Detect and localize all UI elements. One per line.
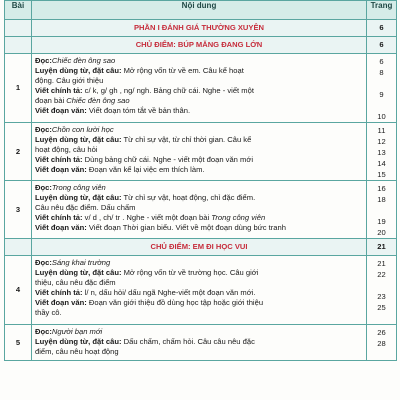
line-text: hoạt động, câu hỏi bbox=[35, 145, 98, 154]
content-line bbox=[35, 308, 363, 318]
page-number: 9 bbox=[379, 90, 384, 99]
content-line bbox=[35, 125, 363, 135]
line-label: Viết đoạn văn: bbox=[35, 165, 87, 174]
line-text: Câu nêu đặc điểm. Dấu chấm bbox=[35, 203, 136, 212]
line-label: Viết chính tả: bbox=[35, 213, 83, 222]
content-line bbox=[35, 268, 363, 278]
line-text: Từ chỉ sự vật, từ chỉ thời gian. Câu kể bbox=[121, 135, 252, 144]
line-italic: Chồn con lười học bbox=[51, 125, 114, 134]
page-number: 23 bbox=[377, 292, 386, 301]
page-number: 11 bbox=[377, 126, 386, 135]
line-italic: Chiếc đèn ông sao bbox=[51, 56, 116, 65]
content-line bbox=[35, 278, 363, 288]
header-lesson: Bài bbox=[5, 1, 32, 20]
line-text: Viết đoạn tóm tắt về bản thân. bbox=[86, 106, 191, 115]
header-content: Nội dung bbox=[32, 1, 367, 20]
page-number: 15 bbox=[377, 170, 386, 179]
lesson-number: 1 bbox=[5, 54, 32, 123]
line-label: Luyện dùng từ, đặt câu: bbox=[35, 337, 122, 346]
content-line bbox=[35, 155, 363, 165]
lesson-content bbox=[32, 256, 367, 325]
page-number: 25 bbox=[377, 303, 386, 312]
page-number: 28 bbox=[377, 339, 386, 348]
line-text: l/ n, dấu hỏi/ dấu ngã Nghe-viết một đoạn văn mới. bbox=[82, 288, 256, 297]
table-of-contents bbox=[4, 0, 397, 361]
content-line bbox=[35, 135, 363, 145]
page-number: 13 bbox=[377, 148, 386, 157]
lesson-pages bbox=[367, 256, 397, 325]
section-spacer bbox=[5, 239, 32, 256]
lesson-row bbox=[5, 54, 397, 123]
line-text: đoạn bài bbox=[35, 96, 67, 105]
lesson-number: 3 bbox=[5, 181, 32, 239]
section-row bbox=[5, 20, 397, 37]
page-number: 12 bbox=[377, 137, 386, 146]
line-text: Đoạn văn kể lại việc em thích làm. bbox=[86, 165, 205, 174]
section-title: CHỦ ĐIỂM: BÚP MĂNG ĐANG LỚN bbox=[32, 37, 367, 54]
lesson-number: 4 bbox=[5, 256, 32, 325]
line-italic: Sáng khai trường bbox=[51, 258, 111, 267]
section-page: 6 bbox=[367, 37, 397, 54]
page-number bbox=[367, 78, 396, 89]
content-line bbox=[35, 288, 363, 298]
line-label: Luyện dùng từ, đặt câu: bbox=[35, 66, 122, 75]
page-number: 6 bbox=[379, 57, 384, 66]
page-number: 22 bbox=[377, 270, 386, 279]
page-number bbox=[367, 349, 396, 360]
page-number bbox=[367, 313, 396, 324]
section-spacer bbox=[5, 20, 32, 37]
line-text: động. Câu giới thiệu bbox=[35, 76, 104, 85]
lesson-content bbox=[32, 325, 367, 361]
section-row bbox=[5, 239, 397, 256]
page-number: 16 bbox=[377, 184, 386, 193]
line-text: c/ k, g/ gh , ng/ ngh. Bảng chữ cái. Nghe - viết một bbox=[82, 86, 254, 95]
content-line bbox=[35, 327, 363, 337]
header-page: Trang bbox=[367, 1, 397, 20]
content-line bbox=[35, 56, 363, 66]
section-spacer bbox=[5, 37, 32, 54]
lesson-row bbox=[5, 181, 397, 239]
lesson-pages bbox=[367, 123, 397, 181]
content-line bbox=[35, 86, 363, 96]
line-text: thầy cô. bbox=[35, 308, 62, 317]
page-number: 19 bbox=[377, 217, 386, 226]
page-number bbox=[367, 205, 396, 216]
lesson-content bbox=[32, 181, 367, 239]
lesson-pages bbox=[367, 54, 397, 123]
line-label: Đọc: bbox=[35, 258, 52, 267]
content-line bbox=[35, 106, 363, 116]
page-number: 20 bbox=[377, 228, 386, 237]
lesson-pages bbox=[367, 325, 397, 361]
lesson-number: 2 bbox=[5, 123, 32, 181]
line-text: Viết đoạn Thời gian biểu. Viết về một đoạn dùng bức tranh bbox=[86, 223, 286, 232]
line-text: Đoạn văn giới thiệu đồ dùng học tập hoặc giới thiệu bbox=[86, 298, 264, 307]
page-number: 8 bbox=[379, 68, 384, 77]
page-number bbox=[367, 100, 396, 111]
content-line bbox=[35, 183, 363, 193]
line-italic: Người bạn mới bbox=[51, 327, 103, 336]
content-line bbox=[35, 193, 363, 203]
lesson-row bbox=[5, 256, 397, 325]
line-text: Từ chỉ sự vật, hoạt động, chỉ đặc điểm. bbox=[121, 193, 256, 202]
line-italic: Trong công viên bbox=[211, 213, 266, 222]
line-text: v/ d , ch/ tr . Nghe - viết một đoạn bài bbox=[82, 213, 212, 222]
content-line bbox=[35, 213, 363, 223]
line-label: Đọc: bbox=[35, 183, 52, 192]
line-label: Viết chính tả: bbox=[35, 288, 83, 297]
line-text: thiệu, câu nêu đặc điểm bbox=[35, 278, 116, 287]
page-number: 21 bbox=[377, 259, 386, 268]
page-number: 26 bbox=[377, 328, 386, 337]
section-row bbox=[5, 37, 397, 54]
lesson-row bbox=[5, 123, 397, 181]
line-label: Viết chính tả: bbox=[35, 155, 83, 164]
content-line bbox=[35, 145, 363, 155]
content-line bbox=[35, 337, 363, 347]
content-line bbox=[35, 66, 363, 76]
content-line bbox=[35, 223, 363, 233]
line-label: Đọc: bbox=[35, 327, 52, 336]
content-line bbox=[35, 347, 363, 357]
line-label: Viết đoạn văn: bbox=[35, 223, 87, 232]
page-number: 14 bbox=[377, 159, 386, 168]
line-label: Viết đoạn văn: bbox=[35, 106, 87, 115]
content-line bbox=[35, 96, 363, 106]
line-italic: Trong công viên bbox=[51, 183, 106, 192]
page-number: 10 bbox=[377, 112, 386, 121]
line-label: Viết đoạn văn: bbox=[35, 298, 87, 307]
section-page: 6 bbox=[367, 20, 397, 37]
section-page: 21 bbox=[367, 239, 397, 256]
content-line bbox=[35, 203, 363, 213]
page-number bbox=[367, 280, 396, 291]
line-label: Đọc: bbox=[35, 56, 52, 65]
line-label: Luyện dùng từ, đặt câu: bbox=[35, 268, 122, 277]
page-number: 18 bbox=[377, 195, 386, 204]
content-line bbox=[35, 165, 363, 175]
line-text: Dùng bảng chữ cái. Nghe - viết một đoạn văn mới bbox=[82, 155, 254, 164]
line-text: Mở rộng vốn từ về trường học. Câu giới bbox=[121, 268, 259, 277]
line-italic: Chiếc đèn ông sao bbox=[66, 96, 130, 105]
content-line bbox=[35, 298, 363, 308]
content-line bbox=[35, 258, 363, 268]
content-line bbox=[35, 76, 363, 86]
line-text: điểm, câu nêu hoạt động bbox=[35, 347, 119, 356]
line-text: Mở rộng vốn từ về em. Câu kể hoạt bbox=[121, 66, 244, 75]
section-title: PHẦN I ĐÁNH GIÁ THƯỜNG XUYÊN bbox=[32, 20, 367, 37]
line-label: Đọc: bbox=[35, 125, 52, 134]
lesson-content bbox=[32, 54, 367, 123]
lesson-number: 5 bbox=[5, 325, 32, 361]
lesson-content bbox=[32, 123, 367, 181]
line-label: Luyện dùng từ, đặt câu: bbox=[35, 135, 122, 144]
header-row bbox=[5, 1, 397, 20]
line-label: Luyện dùng từ, đặt câu: bbox=[35, 193, 122, 202]
line-text: Dấu chấm, chấm hỏi. Câu câu nêu đặc bbox=[121, 337, 255, 346]
section-title: CHỦ ĐIỂM: EM ĐI HỌC VUI bbox=[32, 239, 367, 256]
lesson-pages bbox=[367, 181, 397, 239]
lesson-row bbox=[5, 325, 397, 361]
line-label: Viết chính tả: bbox=[35, 86, 83, 95]
